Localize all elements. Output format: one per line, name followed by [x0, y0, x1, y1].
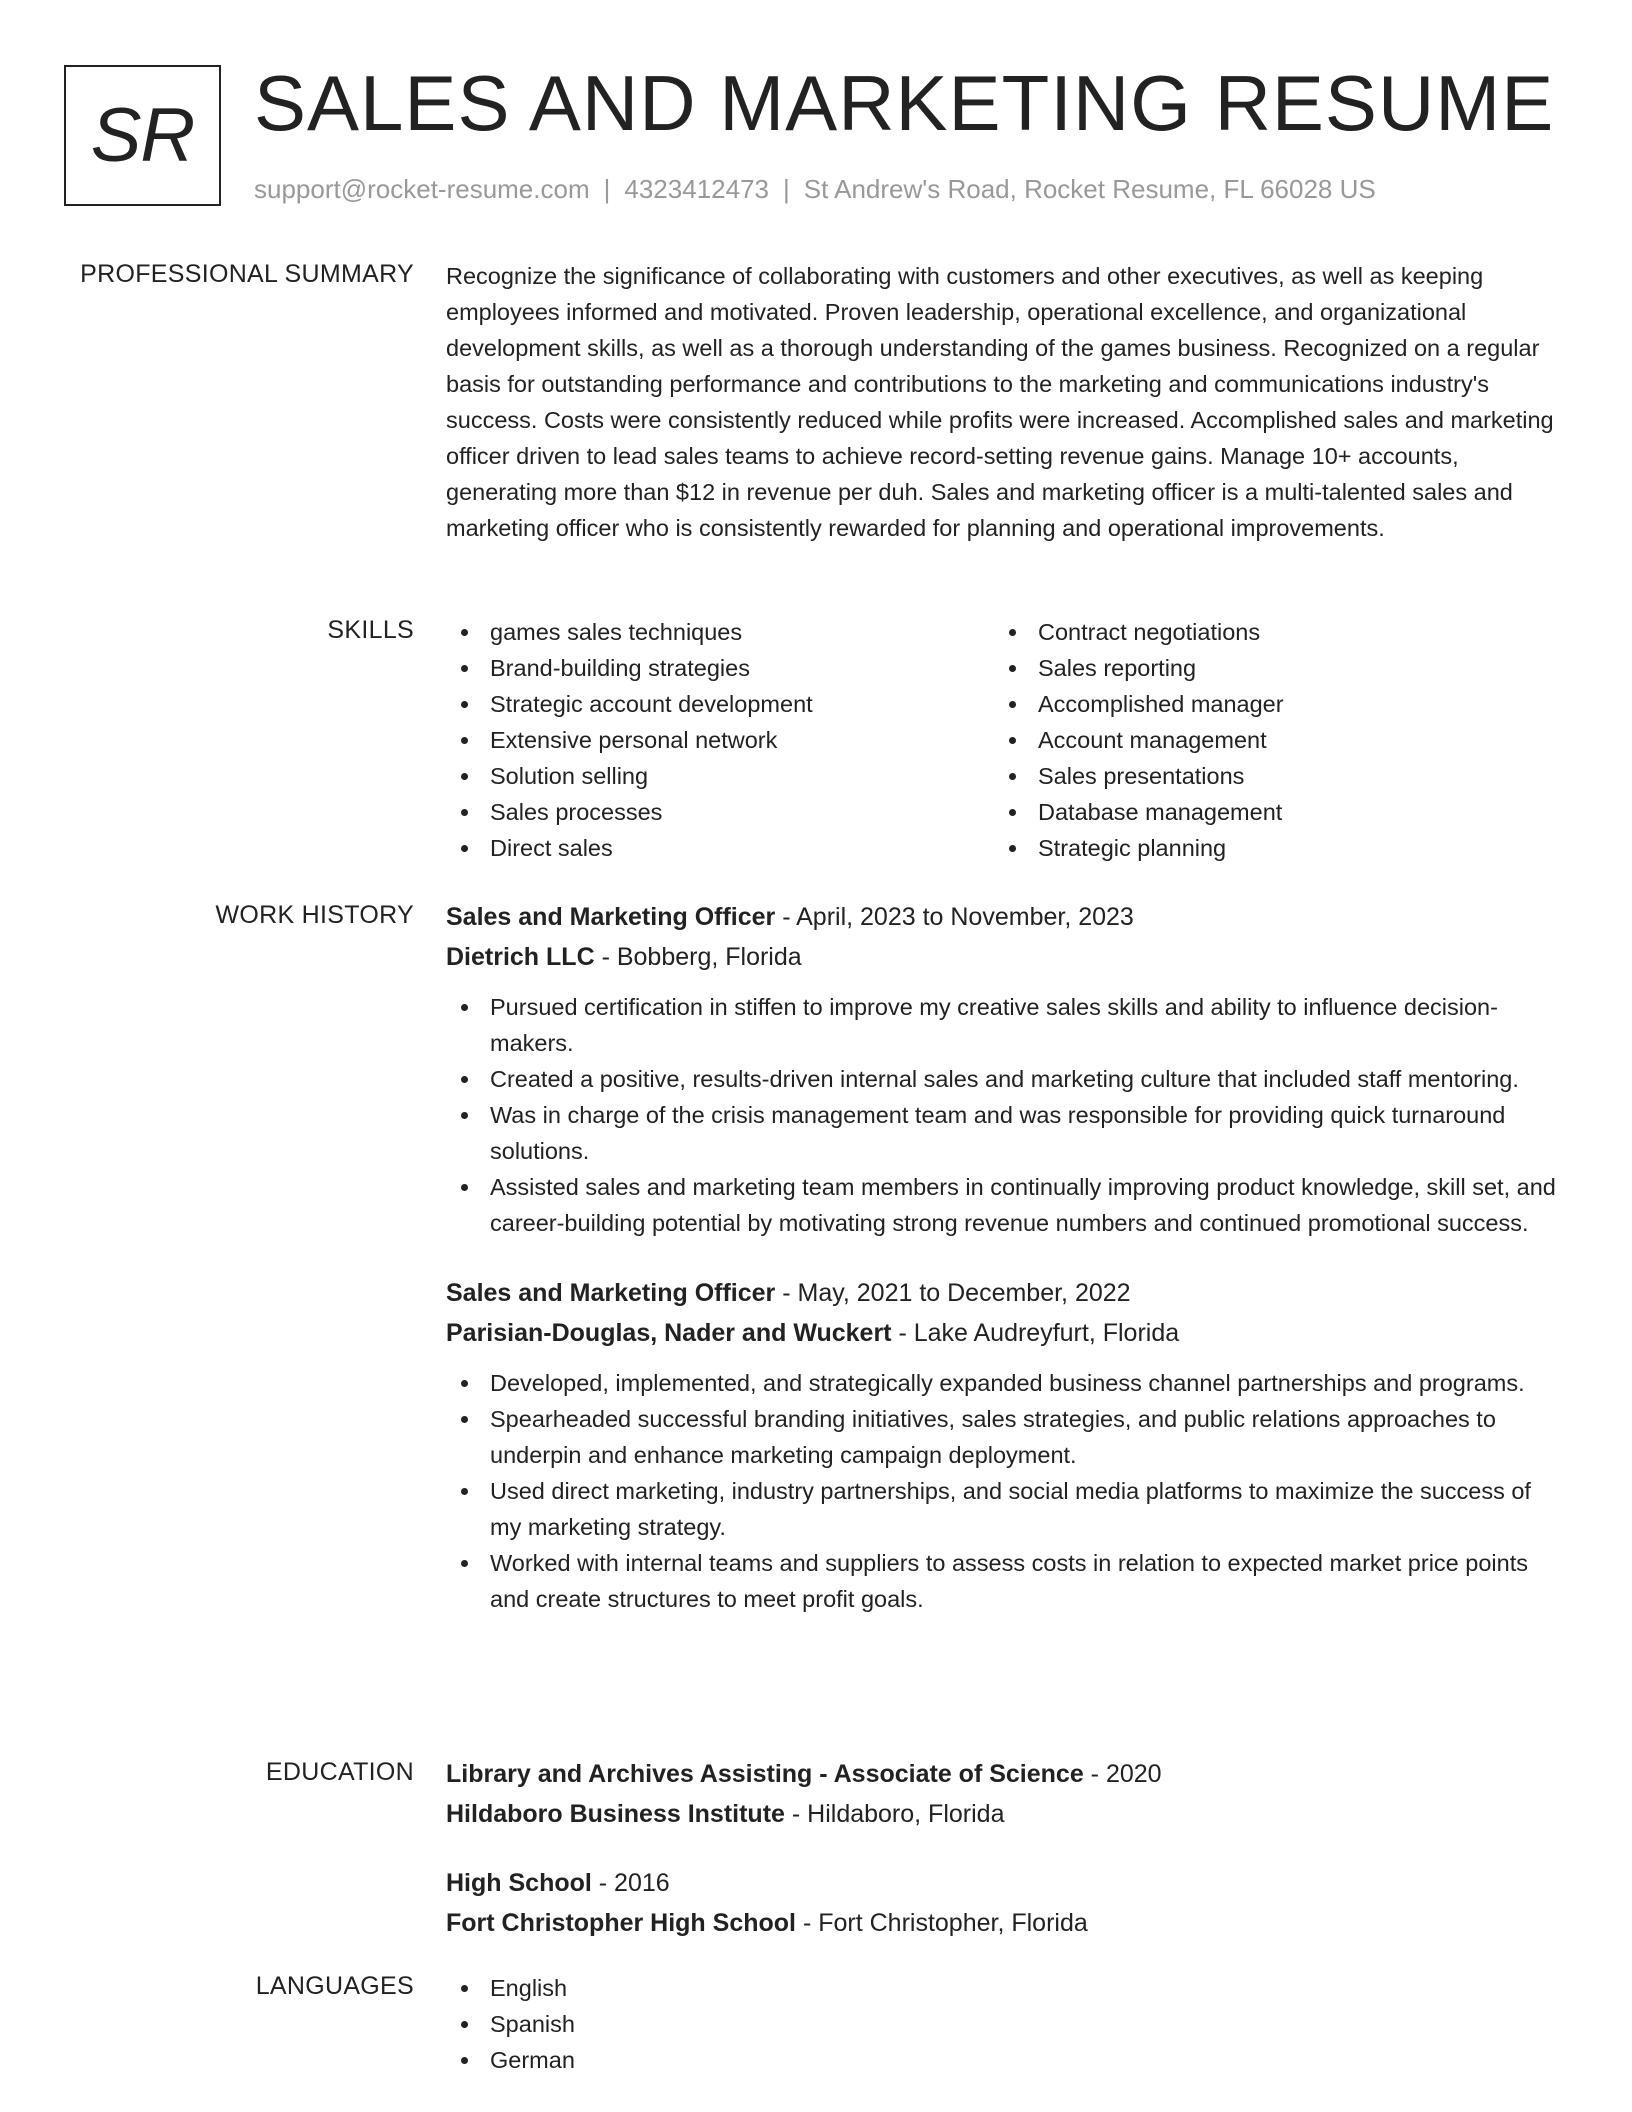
skills-list-left: [446, 614, 994, 866]
job-title: Sales and Marketing Officer: [446, 1279, 776, 1307]
education-location: - Hildaboro, Florida: [784, 1800, 1005, 1828]
contact-separator: |: [783, 174, 790, 204]
skill-item: Account management: [994, 722, 1542, 758]
education-school-line: [446, 1903, 1556, 1943]
job-entry: [446, 1273, 1556, 1617]
job-entry: [446, 897, 1556, 1241]
skill-item: Accomplished manager: [994, 686, 1542, 722]
education-entry: [446, 1754, 1556, 1834]
section-label-skills: SKILLS: [327, 616, 414, 644]
skill-item: Extensive personal network: [446, 722, 994, 758]
section-label-education: EDUCATION: [265, 1758, 414, 1786]
job-bullet: Worked with internal teams and suppliers to assess costs in relation to expected market price points and create structures to meet profit goals.: [446, 1545, 1556, 1617]
skill-item: games sales techniques: [446, 614, 994, 650]
summary-text: Recognize the significance of collaborating with customers and other executives, as well as keeping employees informed and motivated. Proven leadership, operational excellence, and organizational development skills, as well as a thorough understanding of the games business. Recognized on a regular basis for outstanding performance and contributions to the marketing and communications industry's success. Costs were consistently reduced while profits were increased. Accomplished sales and marketing officer driven to lead sales teams to achieve record-setting revenue gains. Manage 10+ accounts, generating more than $12 in revenue per duh. Sales and marketing officer is a multi-talented sales and marketing officer who is consistently rewarded for planning and operational improvements.: [446, 263, 1554, 541]
education-year: - 2016: [591, 1869, 670, 1897]
education-degree-line: [446, 1754, 1556, 1794]
skills-list-right: [994, 614, 1542, 866]
contact-line: [254, 174, 1376, 205]
job-location: - Bobberg, Florida: [594, 943, 802, 971]
job-bullets: [446, 989, 1556, 1241]
skill-item: Contract negotiations: [994, 614, 1542, 650]
job-bullet: Assisted sales and marketing team members in continually improving product knowledge, skill set, and career-building potential by motivating strong revenue numbers and continued promotional success.: [446, 1169, 1556, 1241]
job-company: Dietrich LLC: [446, 943, 595, 971]
job-title-line: [446, 1273, 1556, 1313]
contact-address: St Andrew's Road, Rocket Resume, FL 66028 US: [803, 174, 1376, 204]
job-bullet: Was in charge of the crisis management team and was responsible for providing quick turnaround solutions.: [446, 1097, 1556, 1169]
skills-body: [446, 614, 1556, 866]
skill-item: Strategic account development: [446, 686, 994, 722]
job-title: Sales and Marketing Officer: [446, 903, 776, 931]
page-title: SALES AND MARKETING RESUME: [254, 59, 1555, 147]
education-degree: Library and Archives Assisting - Associate of Science: [446, 1760, 1084, 1788]
education-degree-line: [446, 1863, 1556, 1903]
education-location: - Fort Christopher, Florida: [796, 1909, 1088, 1937]
job-bullets: [446, 1365, 1556, 1617]
skill-item: Sales processes: [446, 794, 994, 830]
skill-item: Brand-building strategies: [446, 650, 994, 686]
education-school-line: [446, 1794, 1556, 1834]
contact-email[interactable]: support@rocket-resume.com: [254, 174, 590, 204]
skills-columns: [446, 614, 1556, 866]
skill-item: Direct sales: [446, 830, 994, 866]
job-bullet: Created a positive, results-driven internal sales and marketing culture that included staff mentoring.: [446, 1061, 1556, 1097]
language-item: English: [446, 1970, 1556, 2006]
language-item: Spanish: [446, 2006, 1556, 2042]
section-label-work: WORK HISTORY: [215, 901, 414, 929]
skill-item: Database management: [994, 794, 1542, 830]
job-company: Parisian-Douglas, Nader and Wuckert: [446, 1319, 892, 1347]
job-bullet: Developed, implemented, and strategically expanded business channel partnerships and programs.: [446, 1365, 1556, 1401]
section-label-summary: PROFESSIONAL SUMMARY: [80, 260, 414, 288]
contact-phone[interactable]: 4323412473: [624, 174, 769, 204]
education-school: Fort Christopher High School: [446, 1909, 796, 1937]
section-label-languages: LANGUAGES: [255, 1972, 414, 2000]
education-school: Hildaboro Business Institute: [446, 1800, 785, 1828]
job-dates: - April, 2023 to November, 2023: [775, 903, 1134, 931]
job-location: - Lake Audreyfurt, Florida: [891, 1319, 1180, 1347]
work-body: [446, 897, 1556, 1617]
skill-item: Solution selling: [446, 758, 994, 794]
summary-body: [446, 258, 1556, 546]
contact-separator: |: [603, 174, 611, 204]
job-company-line: [446, 1313, 1556, 1353]
job-bullet: Pursued certification in stiffen to improve my creative sales skills and ability to influence decision-makers.: [446, 989, 1556, 1061]
language-item: German: [446, 2042, 1556, 2078]
skill-item: Strategic planning: [994, 830, 1542, 866]
education-year: - 2020: [1083, 1760, 1162, 1788]
job-company-line: [446, 937, 1556, 977]
education-body: [446, 1754, 1556, 1943]
job-title-line: [446, 897, 1556, 937]
languages-body: [446, 1970, 1556, 2078]
monogram-logo: SR: [64, 65, 221, 206]
skill-item: Sales reporting: [994, 650, 1542, 686]
education-entry: [446, 1863, 1556, 1943]
education-degree: High School: [446, 1869, 592, 1897]
job-bullet: Used direct marketing, industry partnerships, and social media platforms to maximize the success of my marketing strategy.: [446, 1473, 1556, 1545]
skill-item: Sales presentations: [994, 758, 1542, 794]
job-dates: - May, 2021 to December, 2022: [775, 1279, 1131, 1307]
languages-list: [446, 1970, 1556, 2078]
resume-header: [64, 59, 1564, 210]
job-bullet: Spearheaded successful branding initiatives, sales strategies, and public relations approaches to underpin and enhance marketing campaign deployment.: [446, 1401, 1556, 1473]
